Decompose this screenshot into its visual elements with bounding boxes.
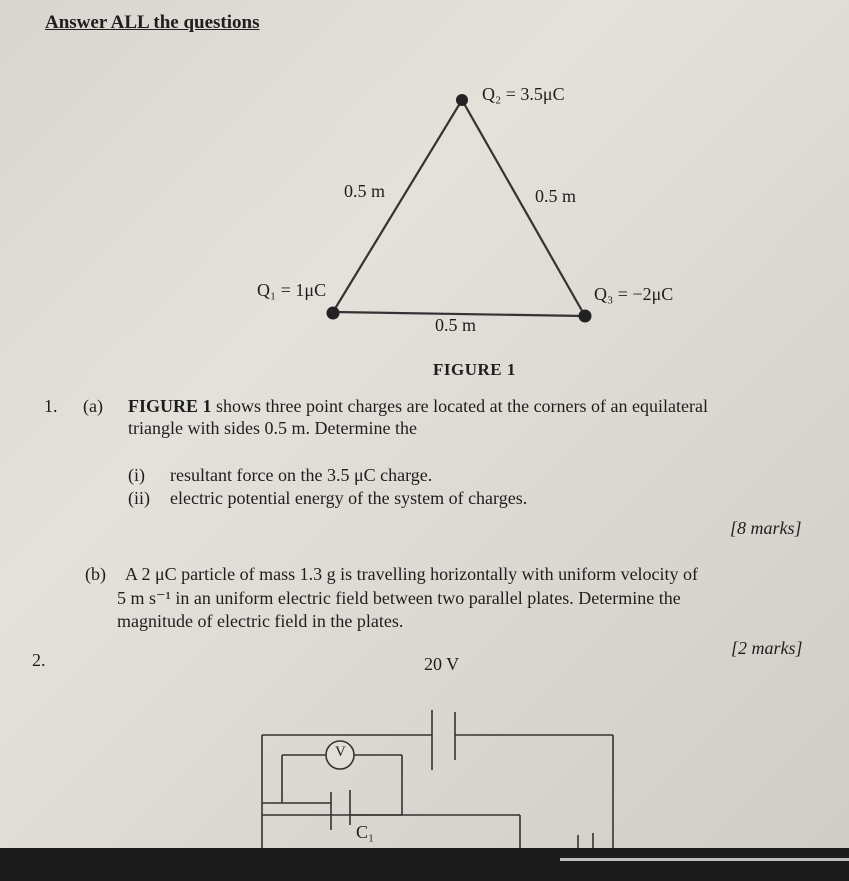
sub-i-label: (i)	[128, 465, 145, 485]
instructions-header: Answer ALL the questions	[45, 12, 260, 33]
part-b-line1: A 2 μC particle of mass 1.3 g is travelling horizontally with uniform velocity of	[125, 564, 699, 584]
sub-ii-label: (ii)	[128, 488, 150, 508]
side-bottom-label: 0.5 m	[435, 315, 477, 335]
part-a-line1-text: shows three point charges are located at the corners of an equilateral	[211, 396, 708, 416]
sub-i-text: resultant force on the 3.5 μC charge.	[170, 465, 433, 485]
source-voltage-label: 20 V	[424, 654, 460, 674]
figure-reference: FIGURE 1	[128, 396, 212, 416]
part-b-line2: 5 m s⁻¹ in an uniform electric field between two parallel plates. Determine the	[117, 588, 681, 608]
charge-q3-label: Q₃ = −2μC	[594, 284, 674, 304]
circuit-diagram	[262, 710, 613, 848]
sub-ii-text: electric potential energy of the system of charges.	[170, 488, 528, 508]
charge-q1-dot	[327, 307, 340, 320]
side-right-label: 0.5 m	[535, 186, 577, 206]
part-b-marks: [2 marks]	[731, 638, 803, 658]
charge-q3-dot	[579, 310, 592, 323]
charge-q1-label: Q₁ = 1μC	[257, 280, 327, 300]
part-a-label: (a)	[83, 396, 103, 416]
part-b-line3: magnitude of electric field in the plates.	[117, 611, 404, 631]
part-a-line2: triangle with sides 0.5 m. Determine the	[128, 418, 417, 438]
charge-q2-label: Q₂ = 3.5μC	[482, 84, 565, 104]
charge-q2-dot	[456, 94, 468, 106]
capacitor-c1-label: C₁	[356, 822, 375, 842]
voltmeter-label: V	[335, 744, 346, 760]
bottom-edge-bar	[0, 848, 849, 881]
triangle-side-right	[462, 100, 585, 316]
triangle-side-left	[333, 100, 462, 312]
side-left-label: 0.5 m	[344, 181, 386, 201]
question1-number: 1.	[44, 396, 58, 416]
part-a-marks: [8 marks]	[730, 518, 802, 538]
figure1-triangle	[333, 100, 585, 316]
figure1-caption: FIGURE 1	[433, 360, 516, 379]
part-a-line1	[128, 394, 708, 418]
question2-number: 2.	[32, 650, 46, 670]
part-b-label: (b)	[85, 564, 106, 584]
bottom-edge-line	[560, 858, 849, 861]
